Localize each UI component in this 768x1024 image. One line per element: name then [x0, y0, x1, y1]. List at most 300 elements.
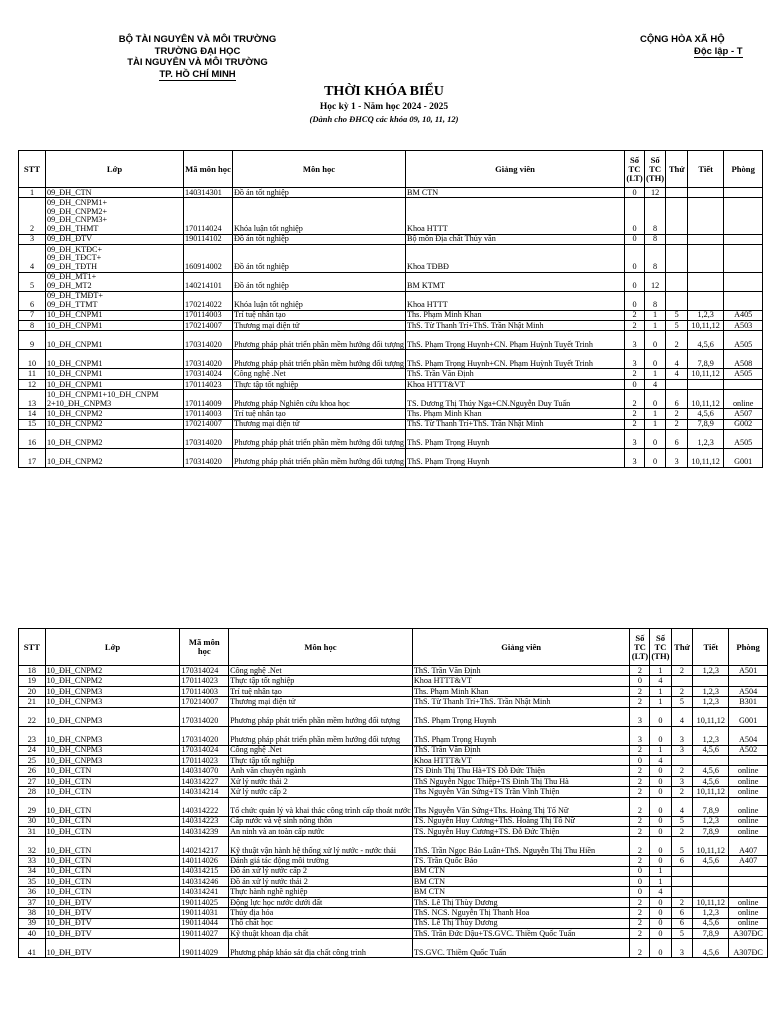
table-row [19, 448, 763, 467]
course-name-cell: Đồ án tốt nghiệp [233, 188, 406, 198]
room-cell: A502 [729, 745, 768, 755]
national-motto [640, 34, 768, 57]
class-cell: 10_ĐH_CTN [45, 837, 180, 856]
class-cell: 10_ĐH_CTN [45, 856, 180, 866]
period-cell [693, 877, 729, 887]
credits-lt-cell: 0 [630, 676, 650, 686]
course-code-cell: 170114023 [184, 379, 233, 389]
period-cell: 4,5,6 [693, 939, 729, 958]
stt-cell: 37 [19, 897, 46, 907]
header-row [19, 629, 768, 666]
credits-lt-cell: 2 [630, 666, 650, 676]
credits-th-cell: 0 [650, 766, 671, 776]
class-header: Lớp [45, 629, 180, 666]
class-cell: 10_ĐH_CNPM1 [46, 379, 184, 389]
stt-cell: 11 [19, 369, 46, 379]
class-cell: 10_ĐH_ĐTV [45, 929, 180, 939]
course-code-cell: 140214101 [184, 272, 233, 291]
period-cell: 4,5,6 [688, 409, 724, 419]
period-cell: 10,11,12 [693, 897, 729, 907]
lecturer-cell: Ths. Phạm Minh Khan [406, 409, 625, 419]
credits-lt-cell: 2 [625, 390, 645, 409]
room-cell: A504 [729, 726, 768, 745]
period-cell: 1,2,3 [693, 697, 729, 707]
class-cell: 10_ĐH_CNPM1 [46, 369, 184, 379]
room-cell: online [729, 816, 768, 826]
course-name-cell: Anh văn chuyên ngành [229, 766, 413, 776]
credits-lt-cell: 2 [630, 929, 650, 939]
room-cell: online [729, 918, 768, 928]
period-cell [688, 188, 724, 198]
room-cell [724, 379, 763, 389]
room-cell: online [724, 390, 763, 409]
course-code-cell: 140314222 [180, 797, 229, 816]
weekday-cell: 2 [666, 331, 688, 350]
period-cell [688, 234, 724, 244]
period-cell: 7,8,9 [693, 826, 729, 836]
class-cell: 10_ĐH_CTN [45, 816, 180, 826]
class-cell: 10_ĐH_CNPM2 [45, 666, 180, 676]
lecturer-cell: Khoa HTTT [406, 291, 625, 310]
lecturer-header: Giảng viên [412, 629, 630, 666]
credits-lt-cell: 2 [630, 686, 650, 696]
course-header: Môn học [229, 629, 413, 666]
stt-cell: 33 [19, 856, 46, 866]
credits-lt-cell: 2 [630, 816, 650, 826]
room-cell: online [729, 787, 768, 797]
room-cell: online [729, 908, 768, 918]
table-row [19, 887, 768, 897]
class-cell: 10_ĐH_CNPM2 [46, 448, 184, 467]
period-cell: 4,5,6 [688, 331, 724, 350]
ministry-header [100, 34, 295, 81]
weekday-cell: 5 [666, 320, 688, 330]
table-row [19, 908, 768, 918]
period-cell: 10,11,12 [693, 707, 729, 726]
lecturer-cell: Khoa TĐBĐ [406, 244, 625, 272]
period-cell: 4,5,6 [693, 776, 729, 786]
period-cell [693, 866, 729, 876]
course-code-cell: 140314223 [180, 816, 229, 826]
weekday-cell: 2 [671, 897, 693, 907]
stt-cell: 20 [19, 686, 46, 696]
credits-th-cell: 12 [645, 188, 666, 198]
header-row [19, 151, 763, 188]
period-cell: 10,11,12 [688, 390, 724, 409]
timetable-part-2 [18, 628, 768, 958]
course-name-cell: Phương pháp phát triển phần mềm hướng đối tượng [233, 429, 406, 448]
course-code-cell: 170314020 [184, 448, 233, 467]
credits-th-cell: 1 [650, 666, 671, 676]
weekday-cell [671, 676, 693, 686]
credits-lt-cell: 2 [630, 766, 650, 776]
credits-lt-cell: 0 [630, 866, 650, 876]
lecturer-cell: Ths. Phạm Minh Khan [412, 686, 630, 696]
table-row [19, 697, 768, 707]
class-cell: 10_ĐH_CTN [45, 826, 180, 836]
period-header: Tiết [688, 151, 724, 188]
course-code-cell: 190114102 [184, 234, 233, 244]
stt-cell: 26 [19, 766, 46, 776]
lecturer-cell: ThS. Từ Thanh Trí+ThS. Trần Nhật Minh [406, 320, 625, 330]
lecturer-cell: BM KTMT [406, 272, 625, 291]
class-cell: 10_ĐH_ĐTV [45, 918, 180, 928]
class-cell: 10_ĐH_CTN [45, 797, 180, 816]
room-cell [724, 198, 763, 234]
credits-th-cell: 0 [650, 726, 671, 745]
class-cell: 09_ĐH_CTN [46, 188, 184, 198]
cohort-note: (Dành cho ĐHCQ các khóa 09, 10, 11, 12) [309, 114, 459, 124]
credits-th-cell: 4 [650, 887, 671, 897]
course-name-cell: Xử lý nước cấp 2 [229, 787, 413, 797]
class-cell: 10_ĐH_CNPM1 [46, 310, 184, 320]
table-row [19, 390, 763, 409]
course-code-cell: 170314020 [180, 726, 229, 745]
lecturer-cell: TS. Dương Thị Thúy Nga+CN.Nguyễn Duy Tuấn [406, 390, 625, 409]
credits-lt-cell: 0 [630, 887, 650, 897]
stt-cell: 23 [19, 726, 46, 745]
credits-lt-cell: 2 [630, 697, 650, 707]
course-code-cell: 170214022 [184, 291, 233, 310]
stt-cell: 34 [19, 866, 46, 876]
weekday-cell: 5 [671, 837, 693, 856]
credits-th-cell: 0 [645, 350, 666, 369]
semester-line: Học kỳ 1 - Năm học 2024 - 2025 [319, 102, 449, 112]
period-cell [688, 244, 724, 272]
lecturer-cell: Bộ môn Địa chất Thủy văn [406, 234, 625, 244]
weekday-cell: 6 [671, 908, 693, 918]
period-cell: 1,2,3 [688, 429, 724, 448]
period-cell: 4,5,6 [693, 856, 729, 866]
room-cell: A501 [729, 666, 768, 676]
stt-cell: 25 [19, 755, 46, 765]
course-code-cell: 170314024 [180, 745, 229, 755]
weekday-cell: 2 [671, 686, 693, 696]
lecturer-cell: ThS. Lê Thị Thùy Dương [412, 918, 630, 928]
course-code-cell: 170314024 [180, 666, 229, 676]
credits-lt-header: Số TC (LT) [630, 629, 650, 666]
stt-cell: 21 [19, 697, 46, 707]
class-cell: 10_ĐH_CTN [45, 877, 180, 887]
credits-th-cell: 0 [645, 429, 666, 448]
table-row [19, 429, 763, 448]
period-cell: 1,2,3 [688, 310, 724, 320]
course-code-cell: 140314246 [180, 877, 229, 887]
room-cell: A505 [724, 429, 763, 448]
weekday-cell: 3 [671, 939, 693, 958]
weekday-cell: 4 [666, 369, 688, 379]
lecturer-cell: ThS. Trần Văn Định [412, 745, 630, 755]
room-cell: A505 [724, 369, 763, 379]
room-cell: A407 [729, 856, 768, 866]
table-row [19, 272, 763, 291]
class-cell: 10_ĐH_CTN [45, 787, 180, 797]
lecturer-cell: Khoa HTTT&VT [412, 676, 630, 686]
course-code-cell: 160914002 [184, 244, 233, 272]
table-row [19, 350, 763, 369]
course-code-cell: 170114003 [184, 409, 233, 419]
course-name-cell: Phương pháp phát triển phần mềm hướng đối tượng [229, 726, 413, 745]
credits-lt-cell: 2 [625, 419, 645, 429]
course-name-cell: Đồ án tốt nghiệp [233, 234, 406, 244]
stt-cell: 4 [19, 244, 46, 272]
stt-cell: 32 [19, 837, 46, 856]
table-row [19, 409, 763, 419]
weekday-cell: 3 [671, 745, 693, 755]
stt-cell: 40 [19, 929, 46, 939]
table-row [19, 745, 768, 755]
class-cell: 10_ĐH_CNPM2 [46, 429, 184, 448]
weekday-cell [666, 188, 688, 198]
course-name-cell: Thực tập tốt nghiệp [229, 676, 413, 686]
stt-cell: 31 [19, 826, 46, 836]
credits-th-cell: 0 [650, 856, 671, 866]
stt-cell: 12 [19, 379, 46, 389]
stt-cell: 24 [19, 745, 46, 755]
course-code-cell: 190114044 [180, 918, 229, 928]
table-row [19, 676, 768, 686]
class-header: Lớp [46, 151, 184, 188]
course-code-cell: 170114023 [180, 755, 229, 765]
credits-lt-cell: 2 [630, 787, 650, 797]
credits-th-cell: 0 [650, 918, 671, 928]
credits-lt-cell: 2 [630, 776, 650, 786]
credits-lt-cell: 3 [625, 350, 645, 369]
course-code-cell: 140214217 [180, 837, 229, 856]
course-name-cell: Thương mại điện tử [233, 419, 406, 429]
table-row [19, 379, 763, 389]
credits-lt-cell: 0 [625, 379, 645, 389]
course-name-cell: Thổ chất học [229, 918, 413, 928]
lecturer-cell: TS. Trần Quốc Bảo [412, 856, 630, 866]
period-cell: 10,11,12 [688, 369, 724, 379]
stt-cell: 39 [19, 918, 46, 928]
credits-th-cell: 0 [650, 897, 671, 907]
class-cell: 10_ĐH_CTN [45, 887, 180, 897]
stt-cell: 19 [19, 676, 46, 686]
class-cell: 10_ĐH_CNPM2 [46, 409, 184, 419]
table-row [19, 707, 768, 726]
course-code-cell: 140114026 [180, 856, 229, 866]
period-cell: 10,11,12 [693, 837, 729, 856]
course-code-cell: 170314020 [184, 429, 233, 448]
course-code-cell: 170314020 [180, 707, 229, 726]
stt-header: STT [19, 629, 46, 666]
credits-th-cell: 8 [645, 234, 666, 244]
period-cell: 10,11,12 [693, 787, 729, 797]
room-cell: G001 [724, 448, 763, 467]
class-cell: 10_ĐH_ĐTV [45, 908, 180, 918]
credits-th-cell: 0 [650, 939, 671, 958]
class-cell: 10_ĐH_ĐTV [45, 939, 180, 958]
course-name-cell: Trí tuệ nhân tạo [233, 310, 406, 320]
period-cell: 1,2,3 [693, 816, 729, 826]
room-cell: online [729, 826, 768, 836]
room-cell: G001 [729, 707, 768, 726]
room-header: Phòng [724, 151, 763, 188]
room-cell: G002 [724, 419, 763, 429]
class-cell: 09_ĐH_KTĐC+ 09_ĐH_TĐCT+ 09_ĐH_TĐTH [46, 244, 184, 272]
room-cell: A407 [729, 837, 768, 856]
course-code-cell: 190114029 [180, 939, 229, 958]
course-code-cell: 140314241 [180, 887, 229, 897]
period-header: Tiết [693, 629, 729, 666]
course-name-cell: Phương pháp phát triển phần mềm hướng đối tượng [233, 350, 406, 369]
course-code-cell: 170214007 [180, 697, 229, 707]
lecturer-cell: ThS. Phạm Trọng Huynh [412, 726, 630, 745]
class-cell: 10_ĐH_CNPM2 [45, 676, 180, 686]
stt-cell: 3 [19, 234, 46, 244]
course-code-cell: 170214007 [184, 320, 233, 330]
period-cell: 7,8,9 [688, 350, 724, 369]
course-code-cell: 140314227 [180, 776, 229, 786]
credits-th-cell: 0 [645, 390, 666, 409]
stt-cell: 30 [19, 816, 46, 826]
credits-th-cell: 4 [650, 755, 671, 765]
university-line-1: TRƯỜNG ĐẠI HỌC [154, 45, 241, 57]
credits-th-header: Số TC (TH) [645, 151, 666, 188]
course-header: Môn học [233, 151, 406, 188]
course-name-cell: Đồ án tốt nghiệp [233, 244, 406, 272]
credits-lt-cell: 0 [630, 755, 650, 765]
stt-cell: 13 [19, 390, 46, 409]
ministry-name: BỘ TÀI NGUYÊN VÀ MÔI TRƯỜNG [118, 34, 277, 45]
period-cell: 10,11,12 [688, 320, 724, 330]
course-name-cell: Thủy địa hóa [229, 908, 413, 918]
course-name-cell: Kỹ thuật khoan địa chất [229, 929, 413, 939]
room-cell: A503 [724, 320, 763, 330]
table-row [19, 856, 768, 866]
class-cell: 10_ĐH_CNPM3 [45, 686, 180, 696]
course-name-cell: Công nghệ .Net [229, 745, 413, 755]
weekday-cell [671, 887, 693, 897]
course-name-cell: Động lực học nước dưới đất [229, 897, 413, 907]
stt-cell: 15 [19, 419, 46, 429]
course-name-cell: Cấp nước và vệ sinh nông thôn [229, 816, 413, 826]
credits-lt-cell: 2 [630, 908, 650, 918]
room-cell: A405 [724, 310, 763, 320]
class-cell: 10_ĐH_CNPM1+10_ĐH_CNPM 2+10_ĐH_CNPM3 [46, 390, 184, 409]
credits-th-cell: 4 [645, 379, 666, 389]
course-name-cell: Phương pháp phát triển phần mềm hướng đối tượng [229, 707, 413, 726]
period-cell: 1,2,3 [693, 666, 729, 676]
stt-cell: 8 [19, 320, 46, 330]
course-name-cell: Công nghệ .Net [229, 666, 413, 676]
stt-cell: 1 [19, 188, 46, 198]
weekday-header: Thứ [666, 151, 688, 188]
class-cell: 10_ĐH_CTN [45, 776, 180, 786]
table-row [19, 797, 768, 816]
course-name-cell: Đồ án xử lý nước thải 2 [229, 877, 413, 887]
weekday-cell [666, 244, 688, 272]
credits-th-cell: 1 [650, 866, 671, 876]
table-row [19, 816, 768, 826]
credits-th-cell: 1 [650, 745, 671, 755]
course-code-cell: 140314239 [180, 826, 229, 836]
credits-lt-cell: 2 [625, 320, 645, 330]
room-cell: A508 [724, 350, 763, 369]
period-cell: 4,5,6 [693, 918, 729, 928]
stt-cell: 28 [19, 787, 46, 797]
lecturer-cell: ThS. Trần Ngọc Bảo Luân+ThS. Nguyễn Thị Thu Hiền [412, 837, 630, 856]
course-name-cell: Thực tập tốt nghiệp [233, 379, 406, 389]
class-cell: 10_ĐH_CNPM3 [45, 745, 180, 755]
table-row [19, 369, 763, 379]
weekday-cell [666, 198, 688, 234]
room-cell: online [729, 897, 768, 907]
credits-th-cell: 0 [650, 929, 671, 939]
period-cell: 10,11,12 [688, 448, 724, 467]
course-code-header: Mã môn học [184, 151, 233, 188]
lecturer-cell: ThS. Phạm Trọng Huynh [412, 707, 630, 726]
lecturer-cell: ThS. Trần Văn Định [412, 666, 630, 676]
course-code-cell: 170114023 [180, 676, 229, 686]
weekday-cell: 6 [666, 429, 688, 448]
class-cell: 10_ĐH_ĐTV [45, 897, 180, 907]
class-cell: 10_ĐH_CTN [45, 766, 180, 776]
stt-cell: 38 [19, 908, 46, 918]
lecturer-cell: Khoa HTTT&VT [412, 755, 630, 765]
table-row [19, 686, 768, 696]
credits-lt-header: Số TC (LT) [625, 151, 645, 188]
stt-cell: 27 [19, 776, 46, 786]
room-cell: A307ĐC [729, 929, 768, 939]
course-name-cell: Thương mại điện tử [233, 320, 406, 330]
period-cell [693, 676, 729, 686]
weekday-cell [671, 866, 693, 876]
credits-th-cell: 0 [650, 797, 671, 816]
lecturer-cell: ThS. Phạm Trọng Huynh [406, 448, 625, 467]
credits-th-cell: 1 [650, 697, 671, 707]
university-line-2: TÀI NGUYÊN VÀ MÔI TRƯỜNG [127, 57, 268, 68]
weekday-header: Thứ [671, 629, 693, 666]
weekday-cell: 5 [671, 816, 693, 826]
table-row [19, 897, 768, 907]
course-name-cell: Thực hành nghề nghiệp [229, 887, 413, 897]
credits-lt-cell: 0 [625, 244, 645, 272]
room-cell: online [729, 776, 768, 786]
course-name-cell: Công nghệ .Net [233, 369, 406, 379]
course-name-cell: Thực tập tốt nghiệp [229, 755, 413, 765]
country-name: CỘNG HÒA XÃ HỘ [640, 34, 725, 45]
period-cell: 4,5,6 [693, 745, 729, 755]
lecturer-cell: TS. Nguyễn Huy Cương+TS. Đỗ Đức Thiện [412, 826, 630, 836]
weekday-cell: 2 [671, 766, 693, 776]
period-cell [693, 755, 729, 765]
credits-lt-cell: 3 [630, 707, 650, 726]
credits-th-cell: 0 [650, 776, 671, 786]
class-cell: 09_ĐH_MT1+ 09_ĐH_MT2 [46, 272, 184, 291]
credits-th-cell: 1 [645, 310, 666, 320]
course-code-cell: 140314214 [180, 787, 229, 797]
room-cell: A505 [724, 331, 763, 350]
course-code-cell: 170114003 [180, 686, 229, 696]
course-code-cell: 170114009 [184, 390, 233, 409]
credits-lt-cell: 2 [630, 939, 650, 958]
room-cell: A507 [724, 409, 763, 419]
weekday-cell [666, 272, 688, 291]
period-cell [688, 198, 724, 234]
room-cell [729, 866, 768, 876]
credits-lt-cell: 2 [630, 897, 650, 907]
credits-lt-cell: 2 [625, 409, 645, 419]
room-cell [729, 676, 768, 686]
motto-line: Độc lập - T [694, 45, 743, 57]
lecturer-cell: Ths Nguyễn Văn Sứng+TS Trần Vĩnh Thiện [412, 787, 630, 797]
course-code-cell: 170314020 [184, 331, 233, 350]
lecturer-cell: BM CTN [406, 188, 625, 198]
weekday-cell: 6 [671, 918, 693, 928]
